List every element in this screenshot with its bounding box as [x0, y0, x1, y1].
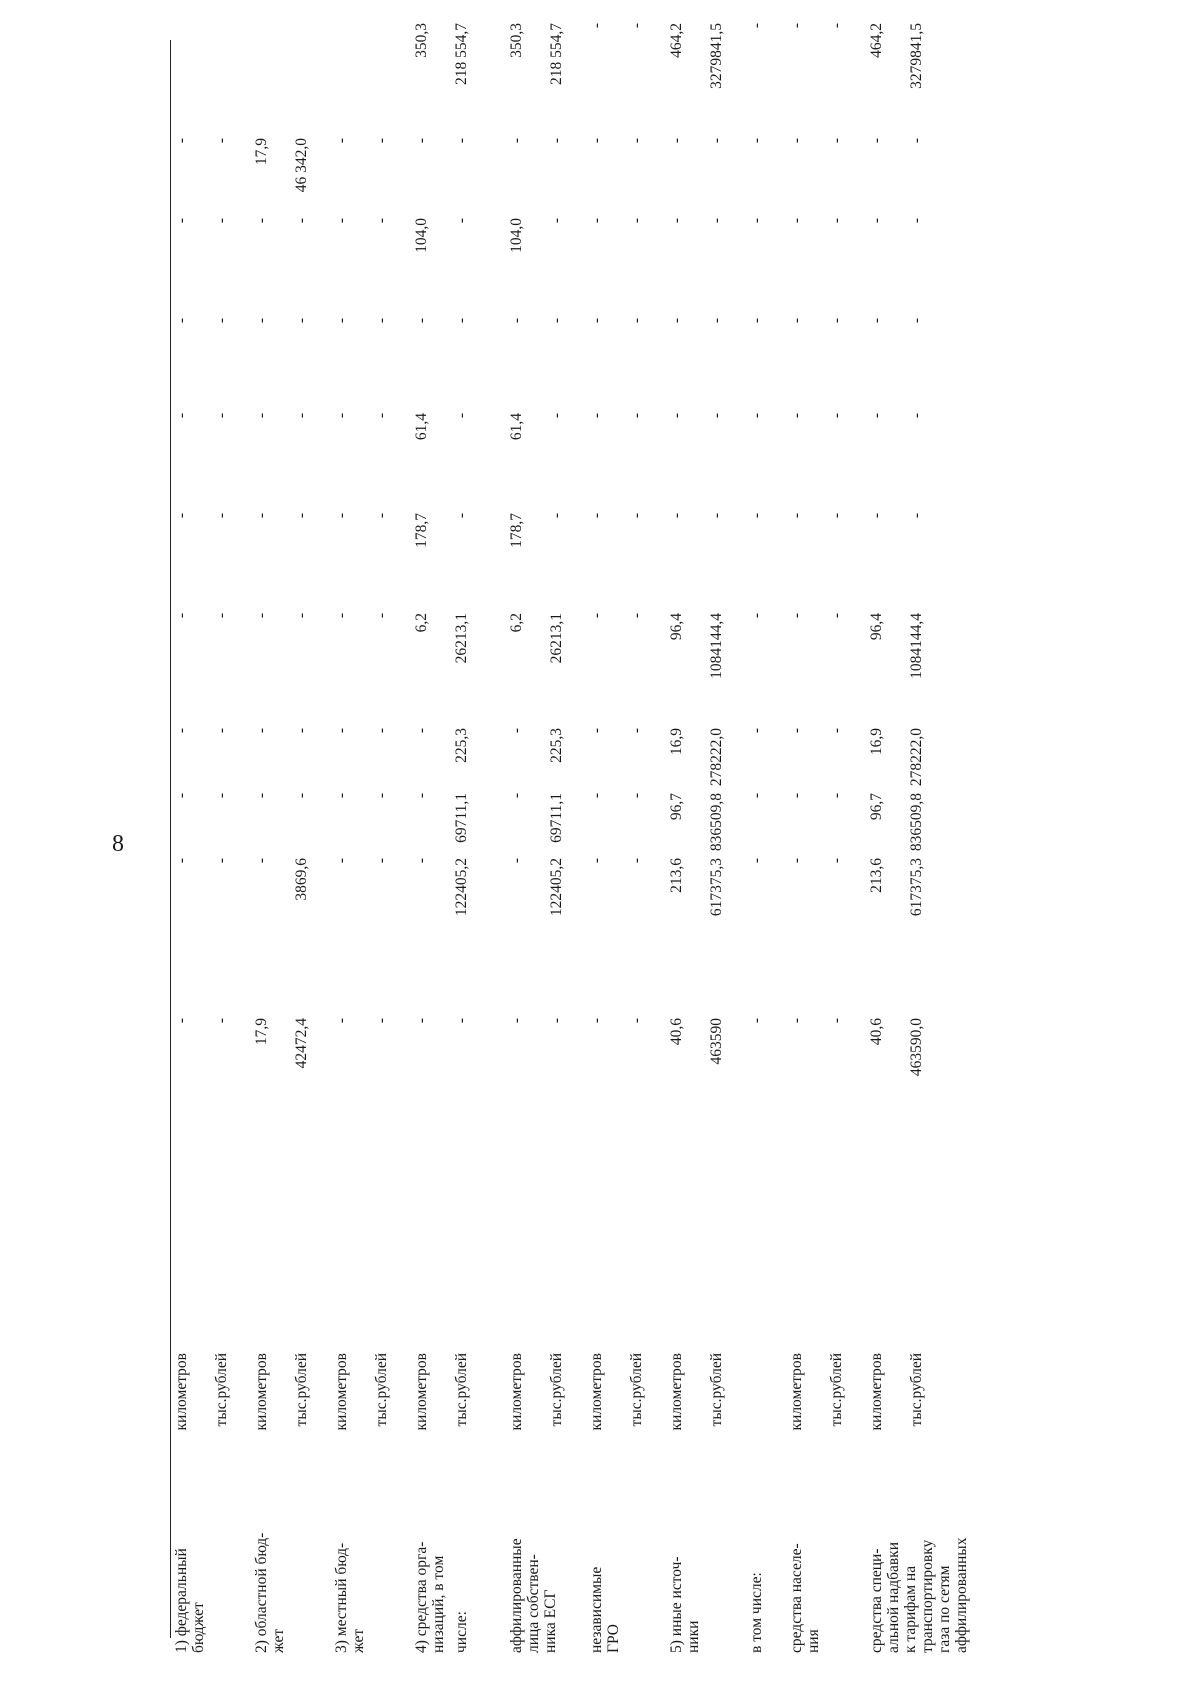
table-cell: - [548, 138, 565, 144]
table-cell: - [628, 728, 645, 734]
table-cell: - [373, 728, 390, 734]
row-description-line: средства населе- [788, 1543, 805, 1653]
table-cell: 3869,6 [293, 858, 310, 901]
table-cell: - [508, 858, 525, 864]
table-cell: 122405,2 [548, 858, 565, 917]
table-cell: 464,2 [868, 23, 885, 58]
table-cell: - [213, 413, 230, 419]
table-cell: - [213, 318, 230, 324]
table-cell: - [788, 728, 805, 734]
table-cell: 350,3 [413, 23, 430, 58]
row-description [173, 1478, 207, 1653]
table-cell: - [588, 613, 605, 619]
table-cell: - [413, 728, 430, 734]
table-cell: - [373, 318, 390, 324]
table-cell: - [453, 138, 470, 144]
table-cell: - [173, 1018, 190, 1024]
table-cell: - [253, 728, 270, 734]
table-cell: 16,9 [668, 728, 685, 756]
table-cell: - [708, 138, 725, 144]
table-cell: 464,2 [668, 23, 685, 58]
row-description-line: числе: [453, 1611, 470, 1653]
table-cell: - [173, 138, 190, 144]
row-unit: километров [788, 1353, 805, 1431]
table-cell: 122405,2 [453, 858, 470, 917]
table-cell: - [333, 1018, 350, 1024]
table-cell: - [628, 793, 645, 799]
table-cell: 178,7 [508, 513, 525, 548]
row-description-line: средства специ- [868, 1548, 885, 1653]
table-cell: - [213, 613, 230, 619]
table-cell: - [748, 218, 765, 224]
table-cell: - [588, 728, 605, 734]
table-cell: - [588, 793, 605, 799]
table-cell: - [173, 793, 190, 799]
table-cell: - [508, 793, 525, 799]
table-cell: - [828, 413, 845, 419]
table-cell: - [333, 858, 350, 864]
table-cell: - [173, 858, 190, 864]
table-cell: 836509,8 [708, 793, 725, 852]
table-cell: - [333, 513, 350, 519]
table-cell: - [748, 858, 765, 864]
table-cell: - [868, 318, 885, 324]
table-cell: - [253, 513, 270, 519]
table-cell: - [373, 218, 390, 224]
row-description [748, 1478, 765, 1653]
row-description-line: к тарифам на [902, 1565, 919, 1653]
table-cell: - [453, 1018, 470, 1024]
table-cell: - [333, 613, 350, 619]
table-cell: - [748, 1018, 765, 1024]
row-description-line: 1) федеральный [173, 1548, 190, 1653]
table-cell: - [908, 413, 925, 419]
table-cell: - [413, 793, 430, 799]
row-description-line: ния [805, 1629, 822, 1653]
table-cell: - [548, 513, 565, 519]
table-cell: - [173, 613, 190, 619]
table-cell: - [373, 793, 390, 799]
row-description [588, 1478, 622, 1653]
table-cell: - [868, 413, 885, 419]
table-cell: 617375,3 [708, 858, 725, 917]
table-cell: - [788, 218, 805, 224]
table-cell: - [628, 513, 645, 519]
table-cell: 17,9 [253, 1018, 270, 1046]
table-cell: - [748, 793, 765, 799]
table-cell: 213,6 [868, 858, 885, 893]
row-description-line: ника ЕСГ [542, 1589, 559, 1653]
table-cell: 69711,1 [453, 793, 470, 843]
table-cell: - [828, 613, 845, 619]
table-cell: - [213, 793, 230, 799]
row-unit: тыс.рублей [453, 1353, 470, 1427]
table-cell: - [293, 318, 310, 324]
table-cell: - [588, 318, 605, 324]
table-cell: - [508, 728, 525, 734]
row-description-line: аффилированных [953, 1537, 970, 1653]
row-unit: тыс.рублей [628, 1353, 645, 1427]
table-cell: 96,7 [668, 793, 685, 821]
table-cell: - [628, 858, 645, 864]
table-cell: - [173, 318, 190, 324]
row-description [453, 1478, 470, 1653]
page-number: 8 [112, 831, 124, 857]
row-description-line: бюджет [190, 1602, 207, 1653]
row-unit: тыс.рублей [708, 1353, 725, 1427]
row-unit: километров [588, 1353, 605, 1431]
table-cell: 350,3 [508, 23, 525, 58]
table-cell: - [828, 513, 845, 519]
table-cell: - [908, 218, 925, 224]
table-cell: - [213, 218, 230, 224]
table-cell: - [453, 318, 470, 324]
table-cell: - [548, 413, 565, 419]
row-description-line: газа по сетям [936, 1565, 953, 1653]
table-cell: - [788, 413, 805, 419]
table-cell: - [788, 1018, 805, 1024]
table-cell: 16,9 [868, 728, 885, 756]
table-cell: - [828, 23, 845, 29]
row-description [788, 1478, 822, 1653]
table-cell: - [413, 1018, 430, 1024]
table-cell: 61,4 [413, 413, 430, 441]
table-cell: 96,7 [868, 793, 885, 821]
table-cell: - [213, 858, 230, 864]
row-unit: километров [868, 1353, 885, 1431]
table-cell: - [668, 413, 685, 419]
table-cell: - [828, 728, 845, 734]
table-cell: - [708, 513, 725, 519]
table-cell: - [828, 858, 845, 864]
table-cell: 61,4 [508, 413, 525, 441]
row-unit: километров [668, 1353, 685, 1431]
table-cell: - [908, 318, 925, 324]
table-cell: 1084144,4 [908, 613, 925, 679]
table-cell: - [788, 858, 805, 864]
table-cell: 225,3 [453, 728, 470, 763]
table-cell: - [293, 513, 310, 519]
table-cell: - [293, 218, 310, 224]
row-unit: тыс.рублей [373, 1353, 390, 1427]
table-cell: 617375,3 [908, 858, 925, 917]
row-description [333, 1478, 367, 1653]
table-cell: 836509,8 [908, 793, 925, 852]
table-cell: - [588, 858, 605, 864]
table-cell: - [453, 413, 470, 419]
row-description-line: 3) местный бюд- [333, 1542, 350, 1653]
table-cell: 26213,1 [548, 613, 565, 664]
row-description-line: альной надбавки [885, 1541, 902, 1653]
row-description-line: ГРО [605, 1624, 622, 1653]
table-cell: 6,2 [508, 613, 525, 633]
table-cell: - [508, 318, 525, 324]
table-cell: 46 342,0 [293, 138, 310, 193]
table-cell: - [293, 413, 310, 419]
row-unit: километров [173, 1353, 190, 1431]
row-description-line: ники [685, 1620, 702, 1653]
table-cell: - [173, 413, 190, 419]
table-cell: - [668, 138, 685, 144]
table-cell: - [788, 318, 805, 324]
table-cell: - [333, 138, 350, 144]
table-cell: - [588, 1018, 605, 1024]
table-cell: - [453, 218, 470, 224]
row-description [508, 1478, 559, 1653]
table-cell: 218 554,7 [548, 23, 565, 85]
row-description-line: 2) областной бюд- [253, 1532, 270, 1653]
table-cell: - [548, 218, 565, 224]
table-cell: 1084144,4 [708, 613, 725, 679]
table-cell: - [253, 613, 270, 619]
table-cell: - [828, 218, 845, 224]
table-cell: - [748, 728, 765, 734]
table-cell: - [373, 138, 390, 144]
table-cell: 3279841,5 [708, 23, 725, 89]
table-cell: - [413, 858, 430, 864]
row-unit: километров [333, 1353, 350, 1431]
table-cell: - [333, 318, 350, 324]
table-cell: - [333, 413, 350, 419]
table-cell: - [373, 1018, 390, 1024]
table-cell: - [588, 413, 605, 419]
table-cell: - [588, 513, 605, 519]
row-description [413, 1478, 447, 1653]
table-cell: - [508, 1018, 525, 1024]
table-cell: - [748, 513, 765, 519]
table-cell: - [253, 793, 270, 799]
table-cell: - [628, 1018, 645, 1024]
row-unit: тыс.рублей [548, 1353, 565, 1427]
row-description-line: транспортировку [919, 1539, 936, 1653]
row-unit: тыс.рублей [828, 1353, 845, 1427]
table-cell: 278222,0 [908, 728, 925, 787]
row-description-line: 5) иные источ- [668, 1556, 685, 1653]
table-cell: - [413, 138, 430, 144]
table-cell: 40,6 [668, 1018, 685, 1046]
row-description-line: жет [350, 1628, 367, 1653]
table-cell: - [828, 138, 845, 144]
table-cell: - [828, 318, 845, 324]
table-cell: - [588, 138, 605, 144]
table-cell: - [868, 218, 885, 224]
table-cell: - [828, 1018, 845, 1024]
row-description-line: лица собствен- [525, 1554, 542, 1653]
table-cell: - [173, 728, 190, 734]
table-cell: - [628, 218, 645, 224]
table-cell: 40,6 [868, 1018, 885, 1046]
table-cell: - [373, 613, 390, 619]
row-unit: тыс.рублей [213, 1353, 230, 1427]
table-cell: - [748, 23, 765, 29]
row-unit: тыс.рублей [908, 1353, 925, 1427]
table-cell: 225,3 [548, 728, 565, 763]
table-cell: - [628, 23, 645, 29]
table-cell: - [453, 513, 470, 519]
table-cell: - [868, 513, 885, 519]
table-cell: - [788, 513, 805, 519]
row-description [253, 1478, 287, 1653]
table-cell: - [213, 1018, 230, 1024]
table-cell: 6,2 [413, 613, 430, 633]
row-description-line: низаций, в том [430, 1555, 447, 1653]
table-cell: - [788, 613, 805, 619]
table-cell: - [908, 138, 925, 144]
table-cell: 463590 [708, 1018, 725, 1065]
table-cell: - [213, 513, 230, 519]
table-cell: - [213, 728, 230, 734]
row-unit: тыс.рублей [293, 1353, 310, 1427]
table-cell: - [548, 318, 565, 324]
table-cell: - [373, 413, 390, 419]
table-cell: 3279841,5 [908, 23, 925, 89]
table-cell: 17,9 [253, 138, 270, 166]
table-cell: 96,4 [868, 613, 885, 641]
row-description-line: 4) средства орга- [413, 1541, 430, 1653]
table-cell: - [333, 218, 350, 224]
row-unit: километров [508, 1353, 525, 1431]
table-cell: - [333, 728, 350, 734]
table-cell: 463590,0 [908, 1018, 925, 1077]
table-cell: 218 554,7 [453, 23, 470, 85]
table-cell: - [828, 793, 845, 799]
table-cell: 96,4 [668, 613, 685, 641]
table-cell: - [373, 513, 390, 519]
row-description [668, 1478, 702, 1653]
table-cell: - [748, 413, 765, 419]
table-cell: - [213, 138, 230, 144]
table-cell: - [788, 23, 805, 29]
table-cell: - [668, 318, 685, 324]
table-cell: - [868, 138, 885, 144]
table-cell: - [668, 218, 685, 224]
table-cell: 104,0 [413, 218, 430, 253]
table-cell: - [628, 613, 645, 619]
table-cell: 178,7 [413, 513, 430, 548]
row-unit: километров [413, 1353, 430, 1431]
table-cell: - [748, 613, 765, 619]
table-cell: 42472,4 [293, 1018, 310, 1069]
table-cell: - [628, 413, 645, 419]
table-cell: 278222,0 [708, 728, 725, 787]
table-cell: - [748, 318, 765, 324]
table-cell: - [628, 138, 645, 144]
table-cell: - [508, 138, 525, 144]
table-cell: - [668, 513, 685, 519]
table-cell: - [788, 793, 805, 799]
table-cell: 104,0 [508, 218, 525, 253]
table-cell: - [628, 318, 645, 324]
row-description-line: в том числе: [748, 1572, 765, 1653]
table-cell: - [748, 138, 765, 144]
table-cell: - [373, 858, 390, 864]
table-cell: - [588, 23, 605, 29]
row-description-line: жет [270, 1628, 287, 1653]
table-cell: - [253, 413, 270, 419]
row-unit: километров [253, 1353, 270, 1431]
table-cell: - [548, 1018, 565, 1024]
table-cell: - [588, 218, 605, 224]
table-cell: - [173, 513, 190, 519]
table-cell: - [293, 728, 310, 734]
table-cell: - [413, 318, 430, 324]
row-description-line: аффилированные [508, 1538, 525, 1653]
table-cell: - [253, 318, 270, 324]
row-description [868, 1478, 970, 1653]
table-cell: - [908, 513, 925, 519]
table-cell: 26213,1 [453, 613, 470, 664]
table-cell: - [788, 138, 805, 144]
table-cell: - [708, 318, 725, 324]
table-cell: - [173, 218, 190, 224]
table-cell: 213,6 [668, 858, 685, 893]
table-cell: - [253, 218, 270, 224]
row-description-line: независимые [588, 1566, 605, 1653]
table-cell: - [708, 218, 725, 224]
table-cell: - [708, 413, 725, 419]
table-cell: 69711,1 [548, 793, 565, 843]
table-cell: - [293, 613, 310, 619]
table-cell: - [293, 793, 310, 799]
table-cell: - [333, 793, 350, 799]
table-cell: - [253, 858, 270, 864]
